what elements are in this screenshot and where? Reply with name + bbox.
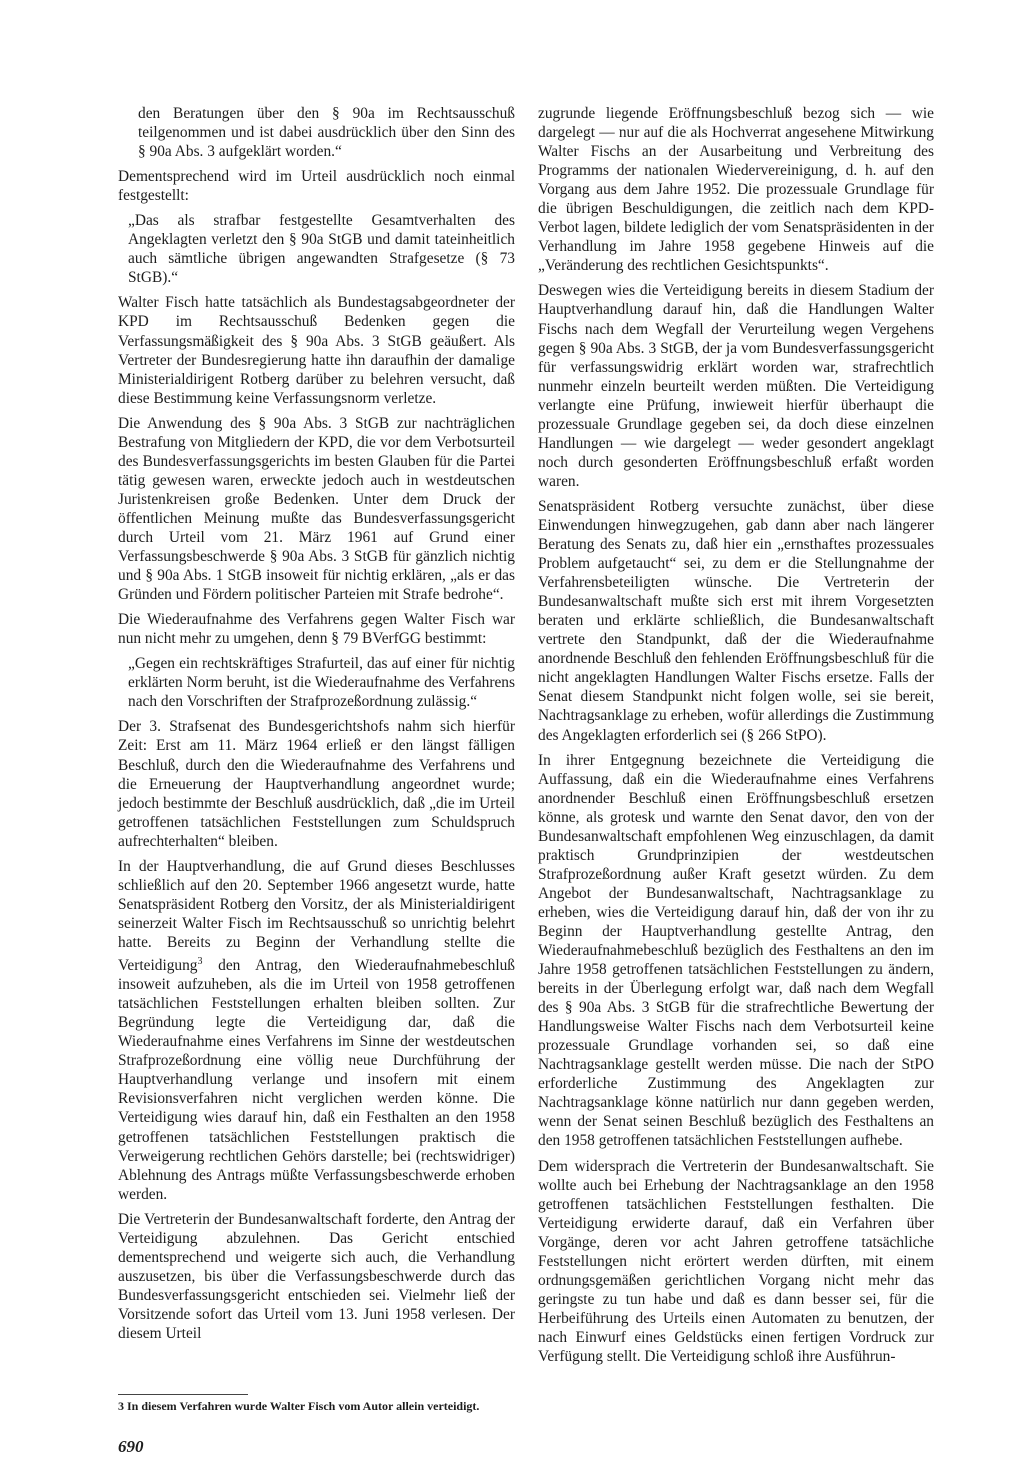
paragraph: Dem widersprach die Vertreterin der Bundesanwaltschaft. Sie wollte auch bei Erhebung der Nachtragsanklage an den 1958 getroffenen tatsächlichen Feststellungen festhalten. Die Verteidigung erwiderte darauf, daß ein Verfahren über Vorgänge, deren vor acht Jahren getroffene tatsächliche Feststellungen nicht erörtert werden dürften, mit einem ordnungsgemäßen gerichtlichen Vorgang nicht mehr das geringste zu tun habe und daß es dann besser sei, für die Herbeiführung des Urteils einen Automaten zu benutzen, der nach Einwurf eines Geldstücks einen fertigen Vordruck zur Verfügung stellt. Die Verteidigung schloß ihre Ausführun- (538, 1157, 934, 1365)
paragraph: Walter Fisch hatte tatsächlich als Bundestagsabgeordneter der KPD im Rechtsausschuß Bedenken gegen die Verfassungsmäßigkeit des § 90a Abs. 3 StGB geäußert. Als Vertreter der Bundesregierung hatte ihn daraufhin der damalige Ministerialdirigent Rotberg darüber zu belehren versucht, daß diese Bestimmung keine Verfassungsnorm verletze. (118, 294, 515, 407)
paragraph-text: In der Hauptverhandlung, die auf Grund dieses Beschlusses schließlich auf den 20. September 1966 angesetzt wurde, hatte Senatspräsident Rotberg den Vorsitz, der als Ministerialdirigent seinerzeit Walter Fisch im Rechtsausschuß so unrichtig belehrt hatte. Bereits zu Beginn der Verhandlung stellte die Verteidigung (118, 857, 515, 975)
footnote-divider (118, 1394, 248, 1395)
page-number: 690 (118, 1437, 144, 1456)
paragraph: In ihrer Entgegnung bezeichnete die Verteidigung die Auffassung, daß ein die Wiederaufnahme eines Verfahrens anordnender Beschluß einen Eröffnungsbeschluß ersetzen könne, als grotesk und warnte den Senat davor, den von der Bundesanwaltschaft empfohlenen Weg einzuschlagen, da damit praktisch Grundprinzipien der westdeutschen Strafprozeßordnung außer Kraft gesetzt würden. Zu dem Angebot der Bundesanwaltschaft, Nachtragsanklage zu erheben, wies die Verteidigung darauf hin, daß der von ihr zu Beginn der Hauptverhandlung gestellte Antrag, den Wiederaufnahmebeschluß bezüglich des Festhaltens an den im Jahre 1958 getroffenen tatsächlichen Feststellungen zu ändern, bereits in der Überlegung erfolgt war, daß nach dem Wegfall des § 90a Abs. 3 StGB für die strafrechtliche Bewertung der Handlungsweise Walter Fischs nach dem Verbotsurteil keine prozessuale Grundlage vorhanden sei, so daß eine Nachtragsanklage gestellt werden müsse. Die nach der StPO erforderliche Zustimmung des Angeklagten zur Nachtragsanklage könne natürlich nur dann gegeben werden, wenn der Senat seinen Beschluß bezüglich des Festhaltens an den 1958 getroffenen tatsächlichen Feststellungen aufhebe. (538, 751, 934, 1150)
paragraph: den Beratungen über den § 90a im Rechtsausschuß teilgenommen und ist dabei ausdrücklich über den Sinn des § 90a Abs. 3 aufgeklärt worden.“ (138, 105, 515, 161)
footnote-reference: 3 (197, 955, 203, 967)
paragraph: Dementsprechend wird im Urteil ausdrücklich noch einmal festgestellt: (118, 168, 515, 205)
paragraph: Die Wiederaufnahme des Verfahrens gegen Walter Fisch war nun nicht mehr zu umgehen, denn § 79 BVerfGG bestimmt: (118, 611, 515, 648)
paragraph: Die Anwendung des § 90a Abs. 3 StGB zur nachträglichen Bestrafung von Mitgliedern der KPD, die vor dem Verbotsurteil des Bundesverfassungsgerichts im besten Glauben für die Partei tätig gewesen waren, erweckte jedoch auch in westdeutschen Juristenkreisen große Bedenken. Unter dem Druck der öffentlichen Meinung mußte das Bundesverfassungsgericht durch Urteil vom 21. März 1961 auf Grund einer Verfassungsbeschwerde § 90a Abs. 3 StGB für gänzlich nichtig und § 90a Abs. 1 StGB insoweit für nichtig erklären, „als er das Gründen und Fördern politischer Parteien mit Strafe bedrohe“. (118, 414, 515, 604)
paragraph (118, 857, 515, 1204)
paragraph: zugrunde liegende Eröffnungsbeschluß bezog sich — wie dargelegt — nur auf die als Hochverrat angesehene Mitwirkung Walter Fischs an der Ausarbeitung und Verbreitung des Programms der nationalen Wiedervereinigung, d. h. auf den Vorgang aus dem Jahre 1952. Die prozessuale Grundlage für die übrigen Beschuldigungen, die zeitlich nach dem KPD-Verbot lagen, bildete lediglich der vom Senatspräsidenten in der Verhandlung im Jahre 1958 gegebene Hinweis auf die „Veränderung des rechtlichen Gesichtspunkts“. (538, 105, 934, 275)
paragraph: Die Vertreterin der Bundesanwaltschaft forderte, den Antrag der Verteidigung abzulehnen. Das Gericht entschied dementsprechend und weigerte sich auch, die Verhandlung auszusetzen, bis über die Verfassungsbeschwerde durch das Bundesverfassungsgericht entschieden sei. Vielmehr ließ der Vorsitzende sofort das Urteil vom 13. Juni 1958 verlesen. Der diesem Urteil (118, 1210, 515, 1342)
footnote (118, 1399, 515, 1413)
block-quote: „Das als strafbar festgestellte Gesamtverhalten des Angeklagten verletzt den § 90a StGB und damit tateinheitlich auch sämtliche übrigen angewandten Strafgesetze (§ 73 StGB).“ (128, 212, 515, 287)
paragraph-text: den Antrag, den Wiederaufnahmebeschluß insoweit aufzuheben, als die im Urteil von 1958 getroffenen tatsächlichen Feststellungen erhalten bleiben sollten. Zur Begründung legte die Verteidigung dar, daß die Wiederaufnahme eines Verfahrens im Sinne der westdeutschen Strafprozeßordnung eine völlig neue Durchführung der Hauptverhandlung verlange und insofern mit einem Revisionsverfahren nicht verglichen werden könne. Die Verteidigung wies darauf hin, daß ein Festhalten an den 1958 getroffenen tatsächlichen Feststellungen praktisch die Verweigerung rechtlichen Gehörs darstelle; bei (rechtswidriger) Ablehnung des Antrags müßte Verfassungsbeschwerde erhoben werden. (118, 957, 515, 1203)
paragraph: Der 3. Strafsenat des Bundesgerichtshofs nahm sich hierfür Zeit: Erst am 11. März 1964 erließ er den längst fälligen Beschluß, durch den die Wiederaufnahme des Verfahrens und die Erneuerung der Hauptverhandlung angeordnet wurde; jedoch bestimmte der Beschluß ausdrücklich, daß „die im Urteil getroffenen tatsächlichen Feststellungen zum Schuldspruch aufrechterhalten“ bleiben. (118, 718, 515, 850)
paragraph: Deswegen wies die Verteidigung bereits in diesem Stadium der Hauptverhandlung darauf hin, daß die Handlungen Walter Fischs nach dem Wegfall der Verurteilung wegen Vergehens gegen § 90a Abs. 3 StGB, der ja vom Bundesverfassungsgericht für verfassungswidrig erklärt worden war, strafrechtlich nunmehr einzeln beurteilt werden müßten. Die Verteidigung verlangte eine Prüfung, inwieweit hierfür überhaupt die prozessuale Grundlage gegeben sei, da doch diese einzelnen Handlungen — wie dargelegt — weder gesondert angeklagt noch durch gesonderten Eröffnungsbeschluß erfaßt worden waren. (538, 282, 934, 490)
footnote-text: In diesem Verfahren wurde Walter Fisch vom Autor allein verteidigt. (124, 1399, 480, 1413)
paragraph: Senatspräsident Rotberg versuchte zunächst, über diese Einwendungen hinwegzugehen, gab dann aber nach längerer Beratung des Senats zu, daß hier ein „ernsthaftes prozessuales Problem aufgetaucht“ sei, zu dem er die Stellungnahme der Verfahrensbeteiligten wünsche. Die Vertreterin der Bundesanwaltschaft mußte sich erst mit ihrem Vorgesetzten beraten und erklärte schließlich, die Bundesanwaltschaft vertrete den Standpunkt, daß der die Wiederaufnahme anordnende Beschluß den fehlenden Eröffnungsbeschluß für die nicht angeklagten Handlungen Walter Fischs ersetze. Falls der Senat diesem Standpunkt nicht folgen wolle, sei sie bereit, Nachtragsanklage zu erheben, wofür allerdings die Zustimmung des Angeklagten erforderlich sei (§ 266 StPO). (538, 497, 934, 744)
footnote-marker: 3 (118, 1399, 124, 1413)
left-text-column (118, 104, 515, 1345)
right-text-column (538, 104, 934, 1372)
block-quote: „Gegen ein rechtskräftiges Strafurteil, das auf einer für nichtig erklärten Norm beruht, ist die Wiederaufnahme des Verfahrens nach den Vorschriften der Strafprozeßordnung zulässig.“ (128, 655, 515, 711)
